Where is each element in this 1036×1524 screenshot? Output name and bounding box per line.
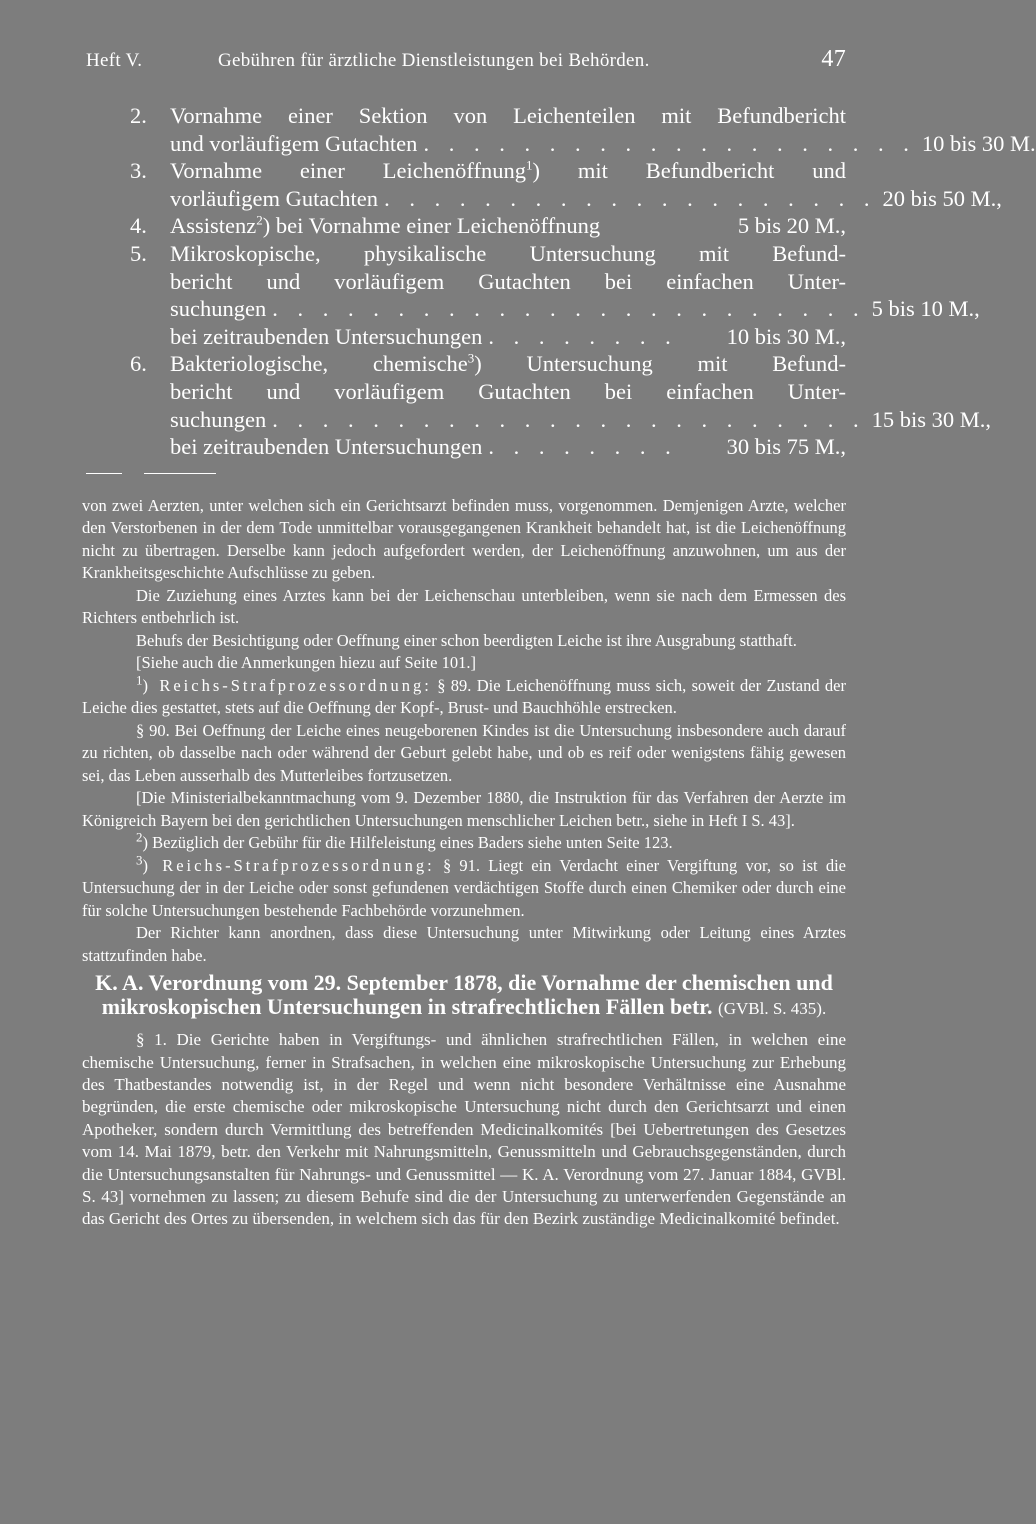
fee-item-3 — [82, 157, 1002, 212]
footnote-1 — [82, 672, 846, 720]
footnote-paragraph: von zwei Aerzten, unter welchen sich ein Gerichtsarzt befinden muss, vorgenommen. Demjenigen Arzte, welcher den Verstorbenen in der dem Tode unmittelbar vorausgegangenen Krankheit behandelt hat, ist die Leichenöffnung nicht zu übertragen. Derselbe kann jedoch aufgefordert werden, der Leichenöffnung anzuwohnen, um aus der Krankheitsgeschichte Aufschlüsse zu geben. — [82, 495, 846, 583]
footnote-mark: 3 — [136, 852, 143, 868]
item-number: 4. — [130, 213, 147, 239]
running-header — [82, 40, 846, 80]
fee-item-4 — [82, 212, 846, 240]
gazette-reference: (GVBl. S. 435). — [718, 999, 827, 1019]
fee-list — [82, 102, 1036, 461]
fee-amount: 5 bis 10 M., — [871, 296, 980, 322]
fee-item-5 — [82, 240, 980, 350]
dot-leader: . . . . . . . . . . . . . . . . . . . . — [384, 185, 877, 211]
item-text-part: Assistenz — [170, 213, 257, 239]
item-text: vorläufigem Gutachten — [170, 185, 379, 211]
footnote-paragraph: [Siehe auch die Anmerkungen hiezu auf Seite 101.] — [136, 653, 476, 673]
section-heading-text: K. A. Verordnung vom 29. September 1878, die Vornahme der chemischen und mikroskopischen Untersuchungen in strafrechtlichen Fällen betr. — [95, 970, 833, 1020]
footnote-paragraph: [Die Ministerialbekanntmachung vom 9. Dezember 1880, die Instruktion für das Verfahren der Aerzte im Königreich Bayern bei den gerichtlichen Untersuchungen menschlicher Leichen betr., siehe in Heft I S. 43]. — [82, 788, 846, 830]
fee-amount: 10 bis 30 M. — [921, 130, 1036, 156]
fee-row — [170, 406, 991, 434]
document-page — [82, 40, 1036, 1231]
law-reference: ) Reichs-Strafprozessordnung: — [142, 675, 432, 695]
section-heading — [82, 971, 846, 1021]
footnote-ref: 2 — [256, 212, 263, 228]
item-text: Mikroskopische, physikalische Untersuchung mit Befund- — [170, 240, 846, 266]
fee-amount: 30 bis 75 M., — [726, 434, 846, 460]
fee-row — [170, 185, 1002, 213]
item-text: suchungen — [170, 296, 267, 322]
item-text-part: ) mit Befundbericht und — [532, 158, 846, 184]
item-number: 6. — [130, 351, 147, 377]
fee-amount: 5 bis 20 M., — [737, 213, 846, 239]
footnote-text: ) Bezüglich der Gebühr für die Hilfeleistung eines Baders siehe unten Seite 123. — [142, 833, 673, 853]
footnotes — [82, 495, 846, 968]
fee-item-2 — [82, 102, 1036, 157]
footnote-3 — [82, 852, 846, 923]
footnote-paragraph: Der Richter kann anordnen, dass diese Untersuchung unter Mitwirkung oder Leitung eines Arztes stattzufinden habe. — [82, 923, 846, 965]
dot-leader: . . . . . . . . — [488, 323, 678, 349]
item-text: bei zeitraubenden Untersuchungen — [170, 323, 483, 349]
item-number: 5. — [130, 240, 147, 266]
body-paragraph: § 1. Die Gerichte haben in Vergiftungs- und ähnlichen strafrechtlichen Fällen, in welchen eine chemische Untersuchung, ferner in Strafsachen, in welchen eine mikroskopische Untersuchung zur Erhebung des Thatbestandes notwendig ist, in der Regel und wenn nicht besondere Verhältnisse eine Ausnahme begründen, die erste chemische oder mikroskopische Untersuchung nicht durch den Gerichtsarzt und einen Apotheker, sondern durch Vermittlung des betreffenden Medicinalkomités [bei Uebertretungen des Gesetzes vom 14. Mai 1879, betr. den Verkehr mit Nahrungsmitteln, Genussmitteln und Gebrauchsgegenständen, durch die Untersuchungsanstalten für Nahrungs- und Genussmittel — K. A. Verordnung vom 27. Januar 1884, GVBl. S. 43] vornehmen zu lassen; zu diesem Behufe sind die der Untersuchung zu unterwerfenden Gegenstände an das Gericht des Ortes zu übersenden, in welchem sich das für den Bezirk zuständige Medicinalkomité befindet. — [82, 1030, 846, 1229]
item-text-part: Bakteriologische, chemische — [170, 351, 468, 377]
footnote-ref: 3 — [467, 350, 475, 366]
dot-leader: . . . . . . . . — [488, 434, 678, 460]
footnote-mark: 1 — [136, 672, 143, 688]
footnote-paragraph: § 90. Bei Oeffnung der Leiche eines neugeborenen Kindes ist die Untersuchung insbesondere auch darauf zu richten, ob dasselbe nach oder während der Geburt gelebt habe, und ob es reif oder wenigstens fähig gewesen sei, das Leben ausserhalb des Mutterleibes fortzusetzen. — [82, 720, 846, 785]
item-text: Vornahme einer Sektion von Leichenteilen mit Befundbericht — [170, 103, 846, 128]
item-text: suchungen — [170, 406, 267, 432]
fee-row — [170, 212, 846, 240]
dot-leader: . . . . . . . . . . . . . . . . . . . . . . . . — [272, 296, 866, 322]
issue-label: Heft V. — [86, 50, 143, 71]
header-title: Gebühren für ärztliche Dienstleistungen bei Behörden. — [218, 50, 650, 71]
fee-amount: 20 bis 50 M., — [882, 185, 1002, 211]
dot-leader: . . . . . . . . . . . . . . . . . . . . . . . . — [272, 406, 866, 432]
fee-row — [170, 295, 980, 323]
fee-row — [170, 433, 846, 461]
fee-row — [170, 130, 1036, 158]
item-text: und vorläufigem Gutachten — [170, 130, 418, 156]
item-text: bei zeitraubenden Untersuchungen — [170, 434, 483, 460]
item-text — [170, 157, 846, 185]
fee-row — [170, 323, 846, 351]
fee-item-6 — [82, 350, 991, 460]
section-body — [82, 1029, 846, 1231]
item-text: bericht und vorläufigem Gutachten bei einfachen Unter- — [170, 378, 846, 404]
footnote-text: § 89. Die Leichenöffnung muss sich, soweit der Zustand der Leiche dies gestattet, stets auf die Oeffnung der Kopf-, Brust- und Bauchhöhle erstrecken. — [82, 675, 846, 718]
fee-amount: 15 bis 30 M., — [871, 406, 991, 432]
footnote-paragraph: Behufs der Besichtigung oder Oeffnung einer schon beerdigten Leiche ist ihre Ausgrabung statthaft. — [136, 630, 797, 650]
footnote-2 — [82, 829, 846, 855]
footnote-text: § 91. Liegt ein Verdacht einer Vergiftung vor, so ist die Untersuchung der in der Leiche oder sonst gefundenen verdächtigen Stoffe durch einen Chemiker oder durch eine für solche Untersuchungen bestehende Fachbehörde vorzunehmen. — [82, 855, 846, 920]
fee-amount: 10 bis 30 M., — [726, 323, 846, 349]
item-text: bericht und vorläufigem Gutachten bei einfachen Unter- — [170, 268, 846, 294]
item-text-part: ) Untersuchung mit Befund- — [474, 351, 846, 377]
item-number: 3. — [130, 158, 147, 184]
item-text — [170, 212, 600, 240]
law-reference: ) Reichs-Strafprozessordnung: — [142, 855, 435, 875]
item-number: 2. — [130, 103, 147, 128]
item-text-part: ) bei Vornahme einer Leichenöffnung — [262, 213, 601, 239]
footnote-mark: 2 — [136, 829, 143, 845]
item-text — [170, 350, 846, 378]
page-number: 47 — [821, 46, 846, 72]
footnote-ref: 1 — [526, 157, 533, 173]
item-text-part: Vornahme einer Leichenöffnung — [170, 158, 527, 184]
footnote-separator — [82, 469, 846, 481]
dot-leader: . . . . . . . . . . . . . . . . . . . . — [423, 130, 916, 156]
footnote-paragraph: Die Zuziehung eines Arztes kann bei der Leichenschau unterbleiben, wenn sie nach dem Ermessen des Richters entbehrlich ist. — [82, 585, 846, 628]
